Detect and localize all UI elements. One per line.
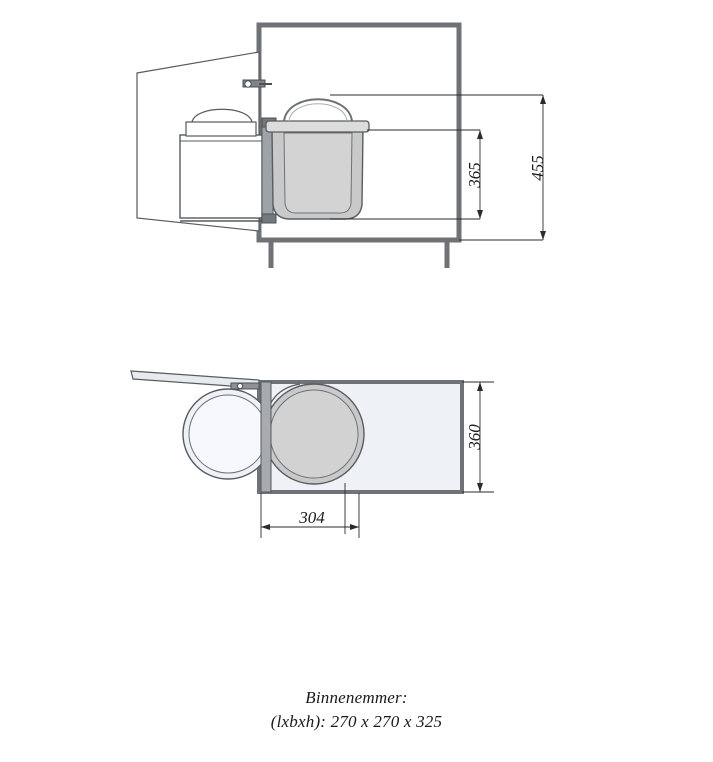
door-hinge-bracket <box>243 80 272 87</box>
dimension-360 <box>465 382 484 492</box>
carrier-frame-plan <box>261 382 271 492</box>
dimension-304-label: 304 <box>299 508 325 527</box>
bucket-plan <box>264 384 364 484</box>
dimension-365 <box>465 130 484 219</box>
bin-body-elevation <box>266 99 369 219</box>
dimension-360-label: 360 <box>465 424 484 450</box>
caption-line-2: (lxbxh): 270 x 270 x 325 <box>270 712 443 731</box>
caption-line-1: Binnenemmer: <box>305 688 408 707</box>
bucket-ghost-plan <box>183 389 273 479</box>
dimension-304 <box>261 508 359 530</box>
front-elevation-view <box>137 25 547 268</box>
dimension-365-label: 365 <box>465 162 484 188</box>
open-door-plan <box>131 371 259 389</box>
plan-view <box>131 371 494 538</box>
dimension-455 <box>528 95 547 240</box>
carrier-ghost-bucket <box>180 109 262 218</box>
dimension-455-label: 455 <box>528 155 547 181</box>
